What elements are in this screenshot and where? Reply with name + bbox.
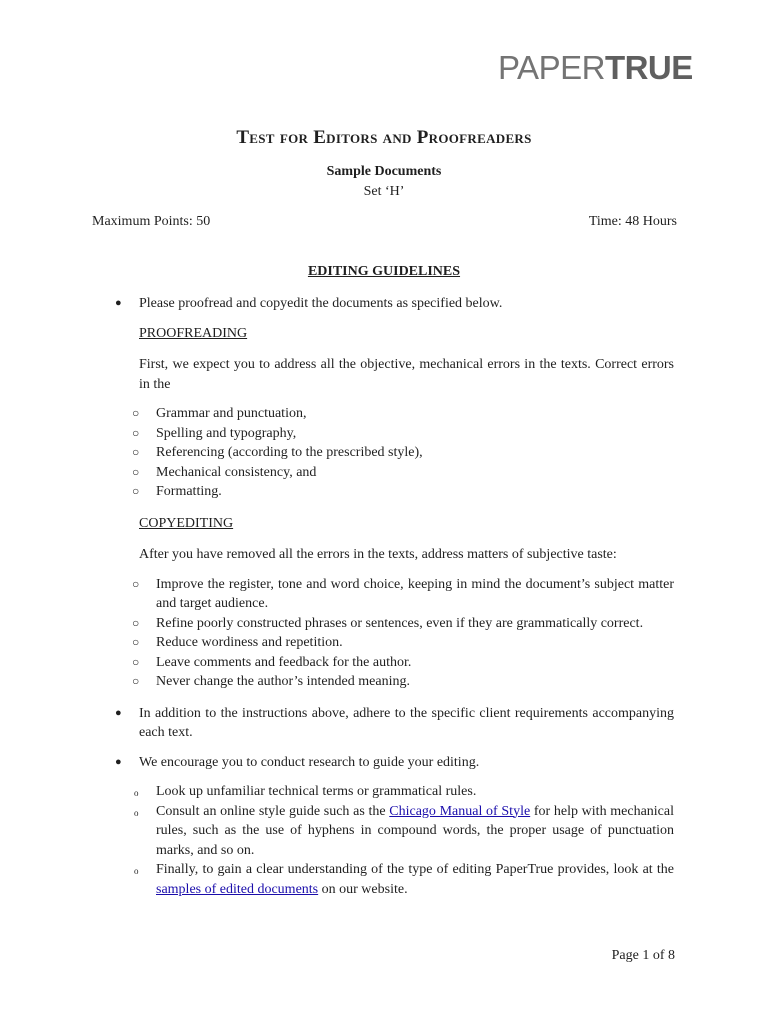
circle-bullet-icon: ○ — [132, 484, 140, 498]
circle-bullet-icon: ○ — [132, 464, 140, 479]
list-item-text: for help with mechanical rules, such as the use of hyphens in compound words, the proper usage of punctuation marks, and so on. — [156, 803, 674, 858]
circle-bullet-icon: o — [134, 866, 139, 876]
logo-true-text: TRUE — [604, 49, 693, 86]
proofreading-intro: First, we expect you to address all the objective, mechanical errors in the texts. Correct errors in the — [139, 357, 674, 392]
list-item-text: on our website. — [318, 881, 408, 897]
copyediting-intro: After you have removed all the errors in the texts, address matters of subjective taste: — [139, 547, 617, 562]
list-item-text: Grammar and punctuation, — [156, 406, 307, 421]
time-limit: Time: 48 Hours — [588, 214, 677, 229]
bullet-text: In addition to the instructions above, adhere to the specific client requirements accompanying each text. — [139, 705, 674, 740]
research-list — [110, 782, 674, 899]
circle-bullet-icon: o — [134, 807, 139, 818]
guidelines-body — [110, 294, 674, 911]
bullet-text: We encourage you to conduct research to guide your editing. — [139, 754, 480, 770]
document-subtitle: Sample Documents — [326, 164, 442, 179]
proofreading-heading: PROOFREADING — [139, 325, 248, 341]
list-item-text: Formatting. — [156, 484, 222, 499]
list-item — [134, 782, 674, 802]
list-item-text: Never change the author’s intended meaning. — [156, 674, 410, 689]
list-item — [132, 575, 674, 614]
list-item-text: Look up unfamiliar technical terms or grammatical rules. — [156, 784, 477, 799]
circle-bullet-icon: o — [134, 788, 139, 798]
proofreading-list — [110, 404, 674, 502]
bullet-item — [110, 294, 674, 314]
copyediting-list — [110, 575, 674, 692]
list-item-text: Spelling and typography, — [156, 425, 297, 441]
list-item-text: Mechanical consistency, and — [156, 464, 317, 480]
list-item — [132, 633, 674, 653]
bullet-icon: ● — [115, 297, 122, 309]
circle-bullet-icon: ○ — [132, 425, 140, 440]
list-item — [132, 424, 674, 444]
list-item — [132, 653, 674, 673]
bullet-item — [110, 753, 674, 773]
circle-bullet-icon: ○ — [132, 445, 140, 459]
document-title: Test for Editors and Proofreaders — [236, 127, 532, 148]
list-item — [132, 463, 674, 483]
list-item — [134, 860, 674, 899]
list-item-text: Referencing (according to the prescribed style), — [156, 445, 423, 460]
bullet-icon: ● — [115, 755, 122, 768]
maximum-points: Maximum Points: 50 — [92, 214, 211, 229]
list-item-text: Consult an online style guide such as the — [156, 803, 390, 819]
page-number: Page 1 of 8 — [611, 948, 675, 963]
chicago-manual-link[interactable]: Chicago Manual of Style — [389, 803, 531, 819]
list-item-text: Reduce wordiness and repetition. — [156, 635, 343, 650]
list-item-text: Leave comments and feedback for the author. — [156, 654, 412, 670]
circle-bullet-icon: ○ — [132, 576, 140, 591]
samples-link[interactable]: samples of edited documents — [156, 881, 319, 897]
circle-bullet-icon: ○ — [132, 635, 140, 649]
papertrue-logo — [498, 50, 693, 86]
set-label: Set ‘H’ — [363, 184, 405, 199]
list-item — [132, 614, 674, 634]
bullet-item — [110, 704, 674, 743]
editing-guidelines-heading: EDITING GUIDELINES — [307, 264, 461, 279]
copyediting-heading: COPYEDITING — [139, 515, 234, 531]
list-item — [132, 404, 674, 424]
circle-bullet-icon: ○ — [132, 654, 140, 669]
bullet-text: Please proofread and copyedit the documents as specified below. — [139, 296, 503, 311]
bullet-icon: ● — [115, 706, 122, 719]
list-item-text: Improve the register, tone and word choice, keeping in mind the document’s subject matter and target audience. — [156, 576, 674, 611]
circle-bullet-icon: ○ — [132, 615, 140, 630]
list-item — [134, 802, 674, 861]
circle-bullet-icon: ○ — [132, 406, 140, 420]
circle-bullet-icon: ○ — [132, 674, 140, 688]
logo-paper-text: PAPER — [498, 49, 605, 86]
list-item — [132, 443, 674, 463]
list-item — [132, 672, 674, 692]
list-item-text: Refine poorly constructed phrases or sentences, even if they are grammatically correct. — [156, 615, 644, 631]
list-item-text: Finally, to gain a clear understanding of the type of editing PaperTrue provides, look at the — [156, 862, 674, 877]
list-item — [132, 482, 674, 502]
